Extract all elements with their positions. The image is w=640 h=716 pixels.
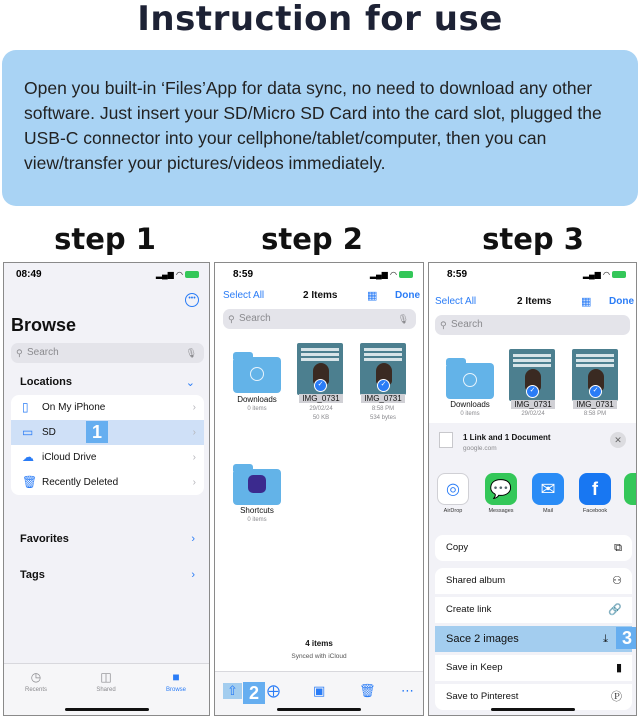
file-meta: 8:58 PM (371, 406, 395, 412)
app-airdrop[interactable]: ◎ AirDrop (435, 473, 471, 514)
share-sheet (429, 423, 636, 716)
items-title: 2 Items (303, 290, 338, 301)
grid-view-icon[interactable]: ▦ (367, 290, 378, 302)
image-thumbnail[interactable] (572, 349, 618, 401)
file-name: IMG_0731 (299, 394, 343, 403)
file-meta: 0 items (247, 517, 267, 523)
step-badge-2: 2 (243, 682, 265, 704)
cloud-icon: ☁ (22, 450, 34, 464)
step-1-label: step 1 (54, 222, 156, 256)
mic-icon[interactable]: 🎙 (397, 314, 409, 324)
search-input[interactable] (223, 309, 416, 329)
location-icloud-drive[interactable] (11, 445, 204, 470)
favorites-header[interactable]: Favorites (20, 533, 69, 545)
done-button[interactable]: Done (609, 296, 634, 307)
checkmark-icon: ✓ (377, 379, 390, 392)
intro-text: Open you built-in ‘Files’App for data sync, no need to download any other software. Just insert your SD/Micro SD Card into the card slot, plugged the USB-C connector into your cellphone/tablet/computer, then you can view/transfer your pictures/videos immediately. (24, 78, 602, 173)
search-icon: ⚲ (440, 320, 447, 330)
document-icon (439, 432, 453, 448)
tab-bar (4, 663, 209, 715)
phone-step-2 (214, 262, 424, 716)
app-more[interactable] (624, 473, 637, 505)
shared-folder-icon: ◫ (100, 670, 112, 684)
toolbar (215, 671, 423, 715)
downloads-folder-icon[interactable] (446, 363, 494, 399)
location-on-my-iphone[interactable] (11, 395, 204, 420)
clock-icon: ◷ (30, 670, 42, 684)
link-icon: 🔗 (608, 604, 622, 616)
status-time: 8:59 (233, 269, 254, 280)
phone-step-1 (3, 262, 210, 716)
select-all-button[interactable]: Select All (223, 290, 265, 301)
image-thumbnail[interactable] (297, 343, 343, 395)
status-icons: ▂▄▆ ◠ (156, 270, 199, 279)
file-name: IMG_0731 (573, 400, 617, 409)
copy-icon: ⧉ (614, 542, 622, 554)
mic-icon[interactable]: 🎙 (185, 348, 197, 358)
file-name: IMG_0731 (361, 394, 405, 403)
file-meta: 534 bytes (369, 415, 397, 421)
search-placeholder: Search (27, 347, 59, 358)
status-icons: ▂▄▆ ◠ (583, 270, 626, 279)
share-icon[interactable]: ⇧ (223, 683, 242, 699)
status-time: 08:49 (16, 269, 42, 280)
step-2-label: step 2 (261, 222, 363, 256)
drive-icon: ▭ (22, 425, 34, 439)
save-keep-action[interactable]: Save in Keep ▮ (435, 655, 632, 681)
folder-move-icon[interactable]: ▣ (313, 683, 326, 698)
item-count: 4 items (305, 639, 333, 648)
phone-step-3 (428, 262, 637, 716)
chevron-right-icon: › (192, 477, 196, 488)
location-recently-deleted[interactable] (11, 470, 204, 495)
chevron-right-icon[interactable]: › (191, 533, 195, 545)
file-name: Downloads (450, 400, 490, 409)
share-sheet-header (429, 423, 636, 461)
step-badge-1: 1 (86, 421, 108, 443)
location-label: SD (42, 427, 56, 438)
file-meta: 29/02/24 (309, 406, 333, 412)
chevron-right-icon[interactable]: › (191, 569, 195, 581)
close-icon[interactable]: ✕ (610, 432, 626, 448)
search-placeholder: Search (451, 319, 483, 330)
step-badge-3-overlay: 3 (616, 627, 637, 649)
step-3-label: step 3 (482, 222, 584, 256)
more-icon[interactable]: ⋯ (401, 683, 414, 698)
location-label: Recently Deleted (42, 477, 119, 488)
shared-album-action[interactable]: Shared album ⚇ (435, 568, 632, 594)
tab-shared[interactable]: ◫ Shared (86, 670, 126, 693)
chevron-right-icon: › (192, 402, 196, 413)
chevron-right-icon: › (192, 427, 196, 438)
tab-browse[interactable]: ■ Browse (156, 670, 196, 693)
folder-icon: ■ (172, 670, 180, 684)
search-icon: ⚲ (228, 314, 235, 324)
file-meta: 29/02/24 (521, 411, 545, 417)
save-images-action[interactable]: Sace 2 images ⤓ (435, 626, 632, 652)
home-indicator (277, 708, 361, 711)
checkmark-icon: ✓ (314, 379, 327, 392)
share-sheet-subtitle: google.com (463, 445, 497, 452)
app-facebook[interactable]: f Facebook (577, 473, 613, 514)
select-all-button[interactable]: Select All (435, 296, 477, 307)
chevron-down-icon[interactable]: ⌄ (185, 377, 195, 389)
file-name: IMG_0731 (511, 400, 555, 409)
image-thumbnail[interactable] (509, 349, 555, 401)
people-icon: ⚇ (612, 575, 622, 587)
file-name: Shortcuts (240, 506, 274, 515)
status-icons: ▂▄▆ ◠ (370, 270, 413, 279)
trash-icon[interactable]: 🗑 (359, 683, 376, 698)
home-indicator (491, 708, 575, 711)
synced-status: Synced with iCloud (291, 653, 347, 660)
file-meta: 8:58 PM (583, 411, 607, 417)
facebook-icon: f (579, 473, 611, 505)
app-mail[interactable]: ✉ Mail (530, 473, 566, 514)
file-meta: 0 items (247, 406, 267, 412)
checkmark-icon: ✓ (589, 385, 602, 398)
more-icon[interactable]: ••• (185, 293, 199, 307)
save-pinterest-action[interactable]: Save to Pinterest Ⓟ (435, 684, 632, 710)
checkmark-icon: ✓ (526, 385, 539, 398)
status-time: 8:59 (447, 269, 468, 280)
downloads-folder-icon[interactable] (233, 357, 281, 393)
app-messages[interactable]: 💬 Messages (483, 473, 519, 514)
chevron-right-icon: › (192, 452, 196, 463)
duplicate-icon[interactable]: ⨁ (267, 683, 280, 698)
download-icon: ⤓ (603, 633, 608, 645)
search-input[interactable] (435, 315, 630, 335)
done-button[interactable]: Done (395, 290, 420, 301)
location-label: On My iPhone (42, 402, 106, 413)
tags-header[interactable]: Tags (20, 569, 45, 581)
image-thumbnail[interactable] (360, 343, 406, 395)
search-input[interactable] (11, 343, 204, 363)
browse-title: Browse (11, 315, 77, 335)
page-title: Instruction for use (137, 0, 503, 39)
create-link-action[interactable]: Create link 🔗 (435, 597, 632, 623)
bookmark-icon: ▮ (615, 662, 622, 674)
search-placeholder: Search (239, 313, 271, 324)
trash-icon: 🗑 (22, 475, 38, 489)
copy-action[interactable]: Copy ⧉ (435, 535, 632, 561)
grid-view-icon[interactable]: ▦ (581, 296, 592, 308)
airdrop-icon: ◎ (437, 473, 469, 505)
intro-box (2, 50, 638, 206)
file-name: Downloads (237, 395, 277, 404)
shortcuts-icon (248, 475, 266, 493)
items-title: 2 Items (517, 296, 552, 307)
messages-icon: 💬 (485, 473, 517, 505)
whatsapp-icon (624, 473, 637, 505)
location-label: iCloud Drive (42, 452, 97, 463)
phone-icon: ▯ (22, 400, 29, 414)
locations-header[interactable]: Locations (20, 376, 72, 388)
tab-recents[interactable]: ◷ Recents (16, 670, 56, 693)
share-sheet-title: 1 Link and 1 Document (463, 433, 551, 442)
shortcuts-folder-icon[interactable] (233, 469, 281, 505)
file-meta: 50 KB (312, 415, 330, 421)
pinterest-icon: Ⓟ (611, 691, 622, 703)
home-indicator (65, 708, 149, 711)
file-meta: 0 items (460, 411, 480, 417)
search-icon: ⚲ (16, 348, 23, 358)
mail-icon: ✉ (532, 473, 564, 505)
